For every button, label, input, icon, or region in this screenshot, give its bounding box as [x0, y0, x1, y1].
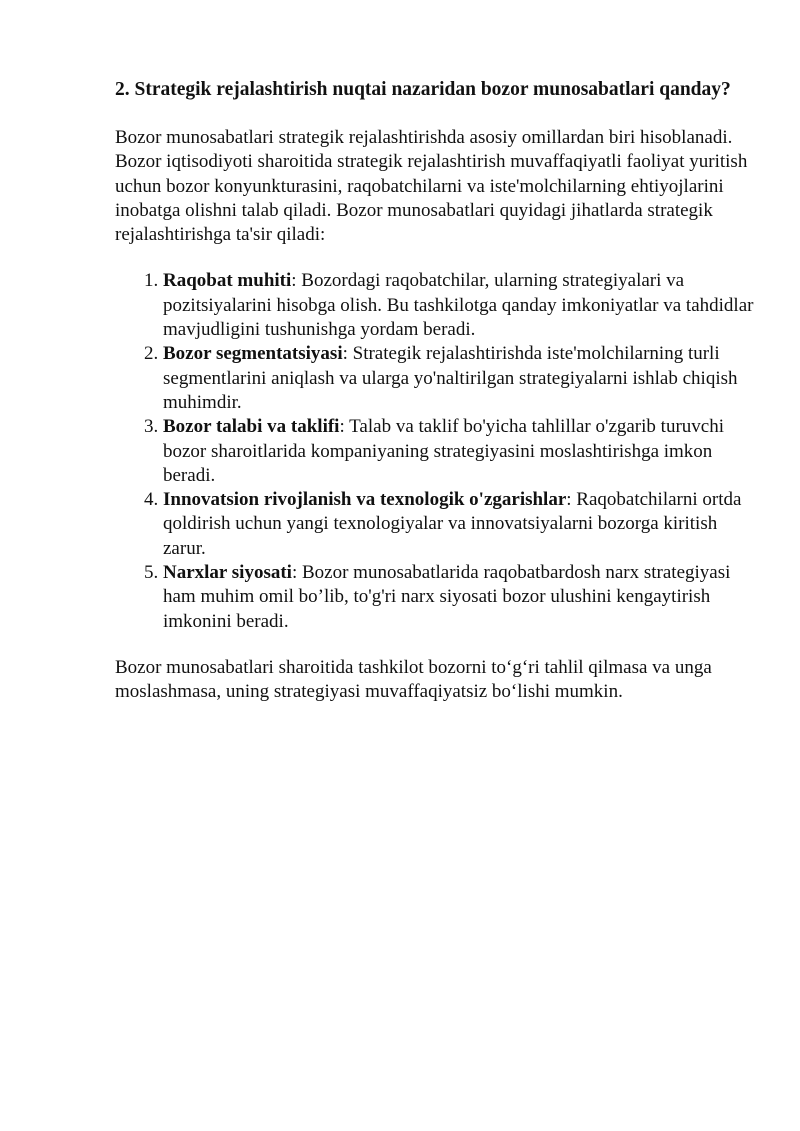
- list-item-term: Innovatsion rivojlanish va texnologik o'zgarishlar: [163, 489, 567, 511]
- document-page: [115, 78, 755, 705]
- intro-paragraph: Bozor munosabatlari strategik rejalashtirishda asosiy omillardan biri hisoblanadi. Bozor iqtisodiyoti sharoitida strategik rejalashtirish muvaffaqiyatli faoliyat yuritish uchun bozor konyunkturasini, raqobatchilarni va iste'molchilarning ehtiyojlarini inobatga olishni talab qiladi. Bozor munosabatlari quyidagi jihatlarda strategik rejalashtirishga ta'sir qiladi:: [115, 127, 748, 246]
- list-item-term: Bozor talabi va taklifi: [163, 416, 340, 438]
- list-item-text: : Strategik rejalashtirishda iste'molchilarning turli segmentlarini aniqlash va ularga yo'naltirilgan strategiyalarni ishlab chiqish muhimdir.: [163, 343, 738, 413]
- list-item: [163, 269, 755, 342]
- list-item-term: Raqobat muhiti: [163, 270, 292, 292]
- list-item-text: : Raqobatchilarni ortda qoldirish uchun yangi texnologiyalar va innovatsiyalarni bozorga kiritish zarur.: [163, 489, 742, 559]
- list-item: [163, 561, 755, 634]
- section-heading: 2. Strategik rejalashtirish nuqtai nazaridan bozor munosabatlari qanday?: [115, 79, 731, 100]
- list-item: [163, 488, 755, 561]
- list-item-text: : Bozor munosabatlarida raqobatbardosh narx strategiyasi ham muhim omil bo’lib, to'g'ri narx siyosati bozor ulushini kengaytirish imkonini beradi.: [163, 562, 731, 632]
- list-item-term: Bozor segmentatsiyasi: [163, 343, 343, 365]
- list-item-text: : Talab va taklif bo'yicha tahlillar o'zgarib turuvchi bozor sharoitlarida kompaniyaning strategiyasini moslashtirishga imkon beradi.: [163, 416, 724, 486]
- list-item: [163, 415, 755, 488]
- factors-list: [115, 269, 755, 633]
- list-item-term: Narxlar siyosati: [163, 562, 292, 584]
- list-item-text: : Bozordagi raqobatchilar, ularning strategiyalari va pozitsiyalarini hisobga olish. Bu tashkilotga qanday imkoniyatlar va tahdidlar mavjudligini tushunishga yordam beradi.: [163, 270, 754, 341]
- list-item: [163, 342, 755, 415]
- conclusion-paragraph: Bozor munosabatlari sharoitida tashkilot bozorni to‘g‘ri tahlil qilmasa va unga moslashmasa, uning strategiyasi muvaffaqiyatsiz bo‘lishi mumkin.: [115, 656, 712, 703]
